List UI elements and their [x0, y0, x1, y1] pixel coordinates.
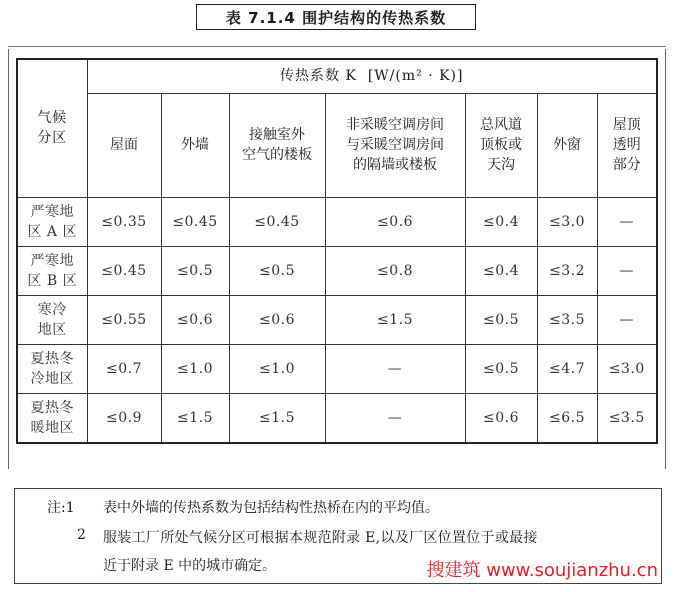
value-cell: —: [325, 393, 465, 443]
value-cell: ≤0.4: [465, 197, 537, 246]
value-cell: ≤1.5: [161, 393, 229, 443]
watermark: 搜建筑 www.soujianzhu.cn: [426, 560, 658, 581]
col-header-duct-roof: 总风道 顶板或 天沟: [465, 93, 537, 197]
value-cell: —: [597, 197, 657, 246]
table-row: [17, 344, 657, 393]
value-cell: ≤0.6: [465, 393, 537, 443]
climate-zone-cell: 夏热冬 暖地区: [17, 393, 87, 443]
value-cell: ≤0.45: [161, 197, 229, 246]
table-title: 表 7.1.4 围护结构的传热系数: [196, 4, 476, 30]
value-cell: ≤0.5: [161, 246, 229, 295]
value-cell: —: [325, 344, 465, 393]
value-cell: ≤0.9: [87, 393, 161, 443]
table-row: [17, 197, 657, 246]
value-cell: ≤3.5: [537, 295, 597, 344]
value-cell: ≤1.5: [325, 295, 465, 344]
col-header-transparent-roof: 屋顶 透明 部分: [597, 93, 657, 197]
heat-coefficient-header: 传热系数 K [W/(m² · K)]: [87, 59, 657, 93]
value-cell: ≤0.7: [87, 344, 161, 393]
value-cell: ≤3.0: [537, 197, 597, 246]
value-cell: ≤0.4: [465, 246, 537, 295]
climate-zone-cell: 寒冷 地区: [17, 295, 87, 344]
note-2-line-1: 服装工厂所处气候分区可根据本规范附录 E,以及厂区位置位于或最接: [103, 530, 538, 546]
value-cell: ≤0.8: [325, 246, 465, 295]
note-label: 注:1: [47, 500, 75, 516]
value-cell: ≤1.0: [229, 344, 325, 393]
value-cell: —: [597, 295, 657, 344]
value-cell: ≤0.6: [325, 197, 465, 246]
col-header-roof: 屋面: [87, 93, 161, 197]
value-cell: ≤0.6: [161, 295, 229, 344]
value-cell: —: [597, 246, 657, 295]
value-cell: ≤0.45: [229, 197, 325, 246]
value-cell: ≤0.6: [229, 295, 325, 344]
value-cell: ≤0.35: [87, 197, 161, 246]
value-cell: ≤0.5: [229, 246, 325, 295]
value-cell: ≤3.0: [597, 344, 657, 393]
col-header-floor-slab: 接触室外 空气的楼板: [229, 93, 325, 197]
heat-transfer-table: [16, 58, 658, 444]
value-cell: ≤0.5: [465, 344, 537, 393]
col-header-window: 外窗: [537, 93, 597, 197]
climate-zone-header: 气候 分区: [17, 59, 87, 197]
value-cell: ≤3.5: [597, 393, 657, 443]
climate-zone-cell: 严寒地 区 A 区: [17, 197, 87, 246]
climate-zone-cell: 严寒地 区 B 区: [17, 246, 87, 295]
value-cell: ≤1.5: [229, 393, 325, 443]
value-cell: ≤0.45: [87, 246, 161, 295]
value-cell: ≤0.55: [87, 295, 161, 344]
value-cell: ≤1.0: [161, 344, 229, 393]
table-row: [17, 393, 657, 443]
table-body: [17, 197, 657, 443]
note-2-line-2: 近于附录 E 中的城市确定。: [103, 558, 277, 574]
note-2-number: 2: [77, 527, 86, 543]
top-rule: [8, 46, 666, 47]
climate-zone-cell: 夏热冬 冷地区: [17, 344, 87, 393]
table-row: [17, 295, 657, 344]
col-header-partition: 非采暖空调房间 与采暖空调房间 的隔墙或楼板: [325, 93, 465, 197]
value-cell: ≤4.7: [537, 344, 597, 393]
value-cell: ≤3.2: [537, 246, 597, 295]
col-header-exterior-wall: 外墙: [161, 93, 229, 197]
note-1: 表中外墙的传热系数为包括结构性热桥在内的平均值。: [103, 500, 439, 516]
value-cell: ≤6.5: [537, 393, 597, 443]
table-row: [17, 246, 657, 295]
value-cell: ≤0.5: [465, 295, 537, 344]
